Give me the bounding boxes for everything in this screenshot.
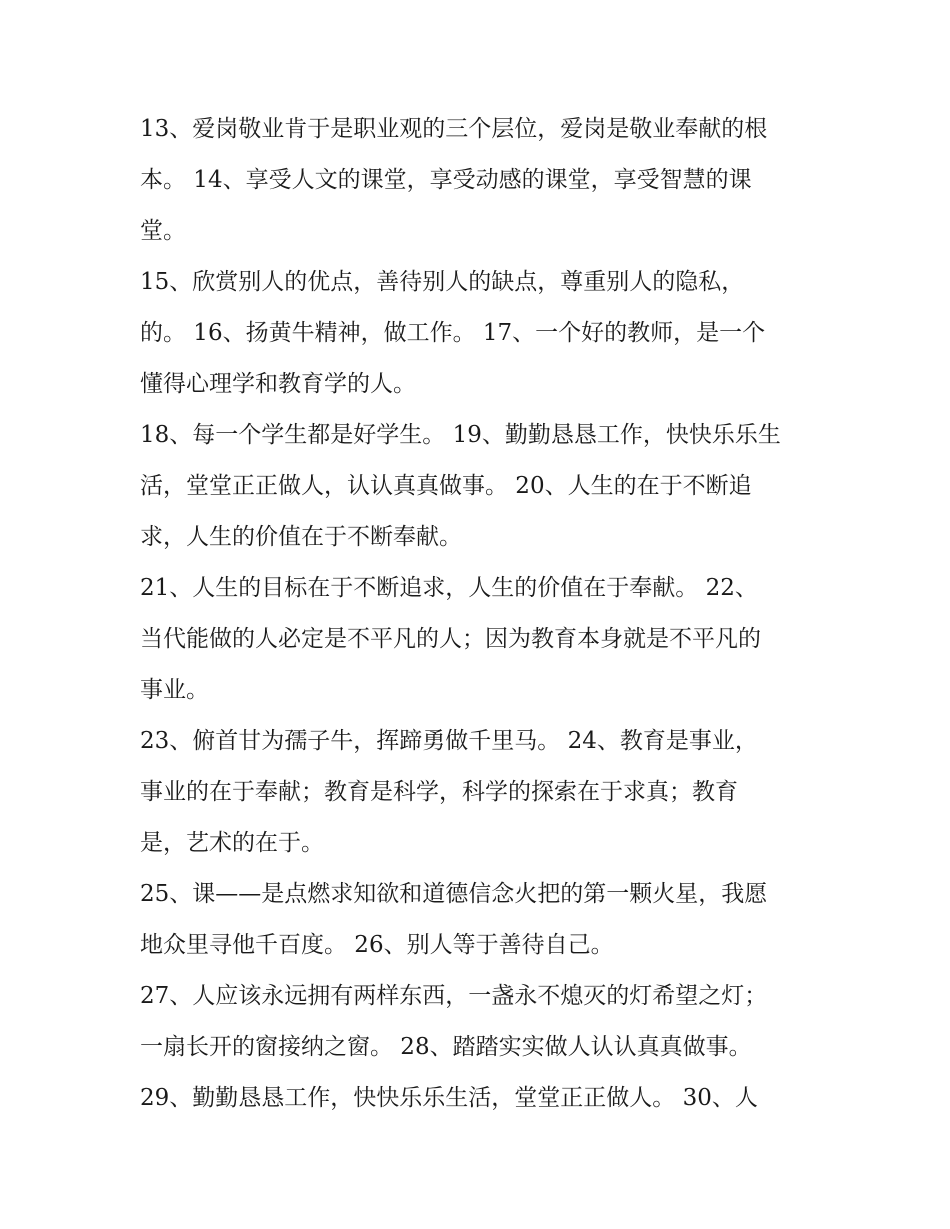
text-line: 活，堂堂正正做人，认认真真做事。 20、人生的在于不断追 (140, 473, 752, 499)
text-line: 15、欣赏别人的优点，善待别人的缺点，尊重别人的隐私， (140, 269, 745, 295)
text-line: 18、每一个学生都是好学生。 19、勤勤恳恳工作，快快乐乐生 (140, 422, 781, 448)
text-line: 事业。 (140, 677, 209, 703)
text-line: 地众里寻他千百度。 26、别人等于善待自己。 (140, 932, 614, 958)
text-line: 是，艺术的在于。 (140, 830, 324, 856)
text-line: 本。 14、享受人文的课堂，享受动感的课堂，享受智慧的课 (140, 167, 752, 193)
text-line: 事业的在于奉献；教育是科学，科学的探索在于求真；教育 (140, 779, 738, 805)
text-line: 懂得心理学和教育学的人。 (140, 371, 416, 397)
text-line: 23、俯首甘为孺子牛，挥蹄勇做千里马。 24、教育是事业， (140, 728, 758, 754)
text-line: 29、勤勤恳恳工作，快快乐乐生活，堂堂正正做人。 30、人 (140, 1085, 758, 1111)
text-line: 27、人应该永远拥有两样东西，一盏永不熄灭的灯希望之灯； (140, 983, 768, 1009)
text-line: 21、人生的目标在于不断追求，人生的价值在于奉献。 22、 (140, 575, 758, 601)
text-line: 堂。 (140, 218, 186, 244)
text-line: 一扇长开的窗接纳之窗。 28、踏踏实实做人认认真真做事。 (140, 1034, 752, 1060)
text-line: 求，人生的价值在于不断奉献。 (140, 524, 462, 550)
document-body (140, 104, 830, 1124)
text-line: 的。 16、扬黄牛精神，做工作。 17、一个好的教师，是一个 (140, 320, 766, 346)
text-line: 当代能做的人必定是不平凡的人；因为教育本身就是不平凡的 (140, 626, 761, 652)
text-line: 25、课——是点燃求知欲和道德信念火把的第一颗火星，我愿 (140, 881, 768, 907)
text-line: 13、爱岗敬业肯于是职业观的三个层位，爱岗是敬业奉献的根 (140, 116, 768, 142)
